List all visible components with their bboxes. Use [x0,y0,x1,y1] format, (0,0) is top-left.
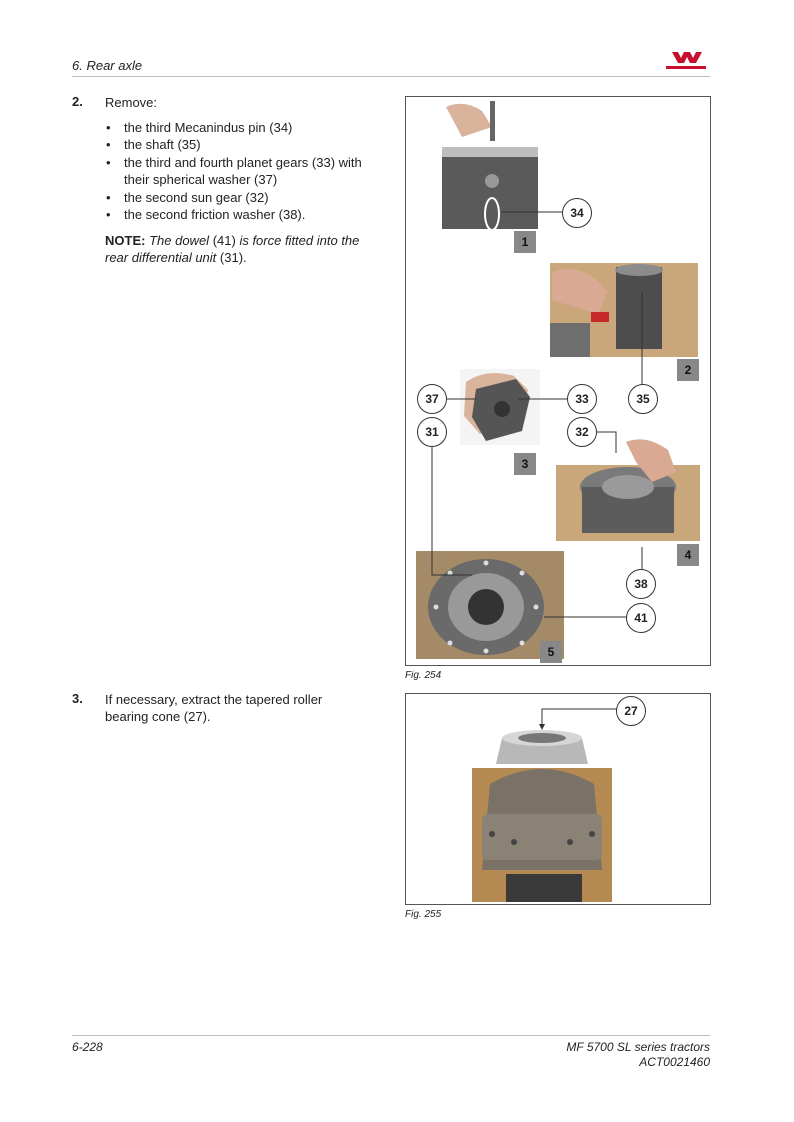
list-item: • the second sun gear (32) [106,189,381,206]
note-label: NOTE: [105,233,146,248]
photo-2-number: 2 [677,359,699,381]
callout-27: 27 [616,696,646,726]
figure-255-caption: Fig. 255 [405,909,442,920]
callout-31: 31 [417,417,447,447]
massey-ferguson-logo [662,50,710,72]
note-text: is force fitted into the rear differential unit [105,233,360,265]
list-item: • the third and fourth planet gears (33) with their spherical washer (37) [106,154,381,189]
manual-title: MF 5700 SL series tractors [566,1040,710,1054]
list-item: • the shaft (35) [106,136,381,153]
callout-33: 33 [567,384,597,414]
figure-254-photos [406,97,710,665]
photo-5-number: 5 [540,641,562,663]
callout-41: 41 [626,603,656,633]
figure-254-caption: Fig. 254 [405,670,442,681]
page-number: 6-228 [72,1040,103,1054]
note-paragraph [105,232,385,266]
removal-list [106,119,381,223]
photo-1-housing [442,147,538,229]
callout-38: 38 [626,569,656,599]
step-3-number: 3. [72,691,83,706]
list-item: • the second friction washer (38). [106,206,381,223]
note-ref: (41) [212,233,236,248]
photo-4-number: 4 [677,544,699,566]
step-2-number: 2. [72,94,83,109]
step-3-text: If necessary, extract the tapered roller bearing cone (27). [105,692,323,724]
photo-2-shaft [616,267,662,349]
callout-37: 37 [417,384,447,414]
document-code: ACT0021460 [639,1055,710,1069]
header-divider [72,76,710,77]
figure-255 [405,693,711,905]
photo-3-number: 3 [514,453,536,475]
callout-35: 35 [628,384,658,414]
figure-255-photo [406,694,710,904]
callout-32: 32 [567,417,597,447]
note-ref: (31). [219,250,247,265]
footer-doc-info [566,1040,710,1070]
photo-1-number: 1 [514,231,536,253]
list-item: • the third Mecanindus pin (34) [106,119,381,136]
footer-divider [72,1035,710,1036]
figure-254 [405,96,711,666]
step-2-intro: Remove: [105,95,158,110]
note-text: The dowel [149,233,210,248]
section-title: 6. Rear axle [72,58,143,73]
callout-34: 34 [562,198,592,228]
